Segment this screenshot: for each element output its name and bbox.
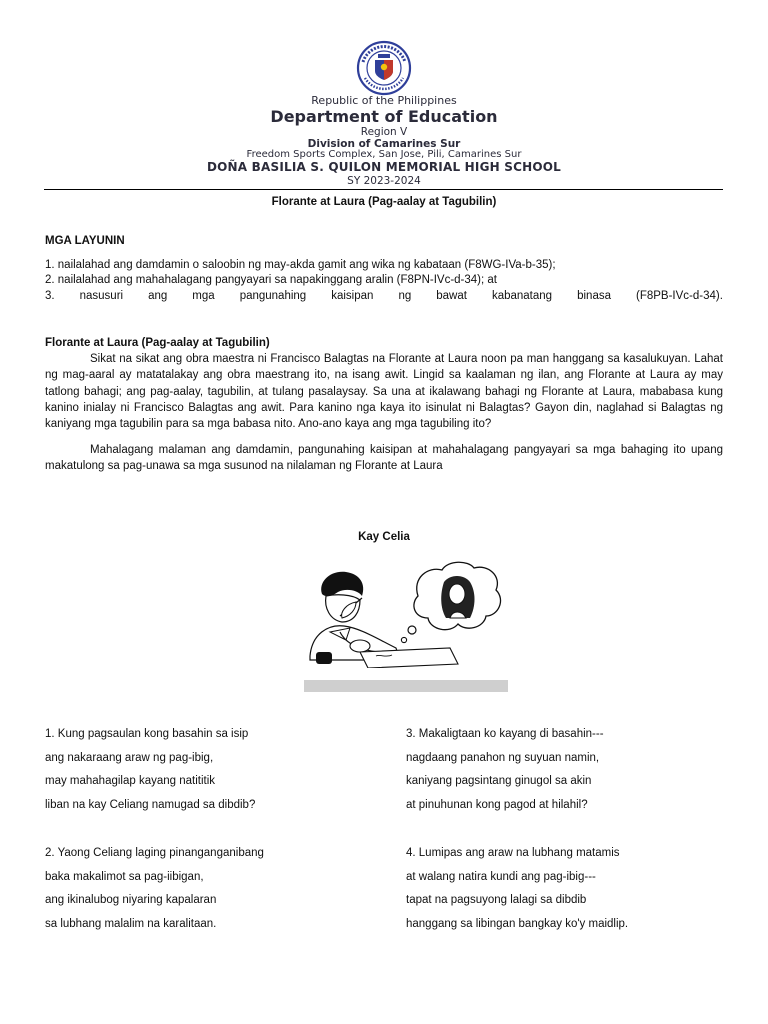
document-title: Florante at Laura (Pag-aalay at Tagubilin) <box>271 196 497 208</box>
poem-line: ang ikinalubog niyaring kapalaran <box>45 894 217 906</box>
objective-3-word: binasa <box>577 290 611 302</box>
poem-line: hanggang sa libingan bangkay ko'y maidlip. <box>406 917 629 930</box>
intro-paragraph: Sikat na sikat ang obra maestra ni Francisco Balagtas na Florante at Laura noon pa man hanggang sa kasalukuyan. Lahat ng mag-aaral ay matatalakay ang obra maestrang ito, na isang awit. Lingid sa kaalaman ng ilan, ang Florante at Laura ay may tatlong bahagi; ang pag-aalay, tagubilin, at tulang pasalaysay. Sa una at ikalawang bahagi ng Florante at Laura, mababasa kung kanino inialay ni Francisco Balagtas ang awit. Para kanino nga kaya ito isinulat ni Balagtas? Gayon din, naglahad si Balagtas ng kaniyang mga tagubilin para sa mga babasa nito. Ano-ano kaya ang mga tagubiling ito? <box>45 353 723 431</box>
objective-3-word: ang <box>148 290 168 302</box>
division-line: Division of Camarines Sur <box>307 138 461 150</box>
objective-3-word: ng <box>398 290 412 302</box>
republic-line: Republic of the Philippines <box>311 94 457 107</box>
stanza-2 <box>45 846 264 940</box>
stanza-3 <box>406 727 604 821</box>
poem-line: 1. Kung pagsaulan kong basahin sa isip <box>45 728 249 740</box>
header-divider <box>44 189 723 190</box>
writer-illustration <box>300 556 512 696</box>
objective-3-word: pangunahing <box>239 290 307 302</box>
objective-1: 1. nailalahad ang damdamin o saloobin ng may-akda gamit ang wika ng kabataan (F8WG-IVa-b-35); <box>45 259 556 271</box>
objective-3-word: (F8PB-IVc-d-34). <box>636 290 723 302</box>
deped-seal-icon <box>349 40 419 96</box>
objective-3-word: 3. <box>45 290 55 302</box>
poem-line: 2. Yaong Celiang laging pinanganganibang <box>45 847 264 859</box>
poem-line: kaniyang pagsintang ginugol sa akin <box>406 775 592 787</box>
stanza-1 <box>45 727 255 821</box>
poem-line: at walang natira kundi ang pag-ibig--- <box>406 870 596 883</box>
objective-3-word: kabanatang <box>491 290 553 302</box>
school-name: DOÑA BASILIA S. QUILON MEMORIAL HIGH SCHOOL <box>206 160 562 174</box>
objective-3-word: nasusuri <box>79 290 124 302</box>
objective-3-word: bawat <box>436 290 467 302</box>
address-line: Freedom Sports Complex, San Jose, Pili, Camarines Sur <box>246 149 522 160</box>
section-heading: Florante at Laura (Pag-aalay at Tagubilin) <box>45 337 270 349</box>
poem-line: at pinuhunan kong pagod at hilahil? <box>406 798 588 811</box>
poem-line: baka makalimot sa pag-iibigan, <box>45 870 204 883</box>
second-paragraph: Mahalagang malaman ang damdamin, pangunahing kaisipan at mahahalagang pangyayari sa mga bahaging ito upang makatulong sa pag-unawa sa mga susunod na nilalaman ng Florante at Laura <box>45 444 723 473</box>
objectives-heading: MGA LAYUNIN <box>45 235 125 247</box>
poem-line: liban na kay Celiang namugad sa dibdib? <box>45 798 256 811</box>
poem-line: tapat na pagsuyong lalagi sa dibdib <box>406 894 587 906</box>
objective-3 <box>45 289 723 304</box>
poem-line: sa lubhang malalim na karalitaan. <box>45 917 217 930</box>
school-year: SY 2023-2024 <box>347 175 421 187</box>
poem-line: may mahahagilap kayang natititik <box>45 775 216 787</box>
poem-line: nagdaang panahon ng suyuan namin, <box>406 751 600 764</box>
poem-line: 3. Makaligtaan ko kayang di basahin--- <box>406 728 604 740</box>
objective-3-word: mga <box>192 290 215 302</box>
objective-3-word: kaisipan <box>331 290 374 302</box>
department-name: Department of Education <box>270 107 498 126</box>
stanza-4 <box>406 846 628 940</box>
poem-line: 4. Lumipas ang araw na lubhang matamis <box>406 847 620 859</box>
objective-2: 2. nailalahad ang mahahalagang pangyayari sa napakinggang aralin (F8PN-IVc-d-34); at <box>45 274 497 286</box>
poem-line: ang nakaraang araw ng pag-ibig, <box>45 751 214 764</box>
poem-title: Kay Celia <box>358 531 410 543</box>
region-line: Region V <box>360 126 408 138</box>
